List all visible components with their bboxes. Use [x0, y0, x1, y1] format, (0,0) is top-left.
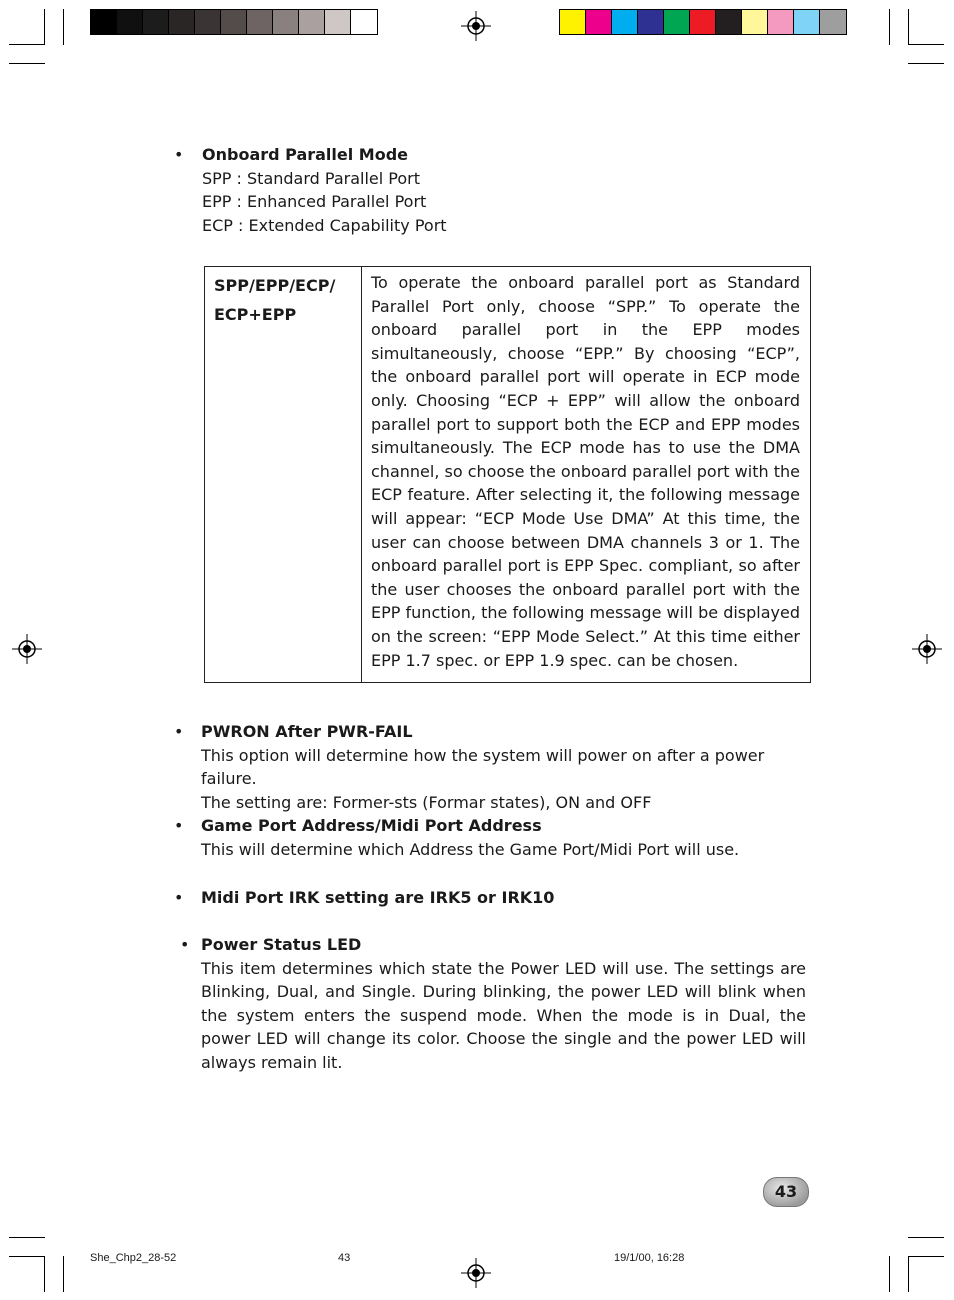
- color-swatch: [325, 10, 351, 34]
- parallel-mode-section: [202, 143, 802, 237]
- power-led-body: This item determines which state the Power LED will use. The settings are Blinking, Dual, and Single. During blinking, the power LED will blink when the system enters the suspend mode. When the mode is in Dual, the power LED will change its color. Choose the single and the power LED will always remain lit.: [201, 958, 806, 1072]
- registration-mark-icon: [461, 1258, 491, 1288]
- color-swatch: [221, 10, 247, 34]
- color-swatch: [612, 10, 638, 34]
- process-color-bar: [559, 9, 847, 35]
- option-cell: [205, 267, 362, 683]
- parallel-mode-heading: Onboard Parallel Mode: [202, 145, 409, 164]
- bullet-icon: •: [174, 145, 184, 164]
- option-name-line: ECP+EPP: [214, 305, 297, 324]
- pwron-line: This option will determine how the system will power on after a power failure.: [201, 745, 765, 788]
- midi-heading: Midi Port IRK setting are IRK5 or IRK10: [201, 888, 555, 907]
- color-swatch: [351, 10, 377, 34]
- parallel-mode-table: [204, 266, 811, 683]
- color-swatch: [638, 10, 664, 34]
- color-swatch: [586, 10, 612, 34]
- color-swatch: [690, 10, 716, 34]
- color-swatch: [299, 10, 325, 34]
- registration-mark-icon: [12, 634, 42, 664]
- color-swatch: [117, 10, 143, 34]
- bullet-icon: •: [180, 935, 190, 954]
- color-swatch: [195, 10, 221, 34]
- game-port-heading: Game Port Address/Midi Port Address: [201, 816, 542, 835]
- color-swatch: [560, 10, 586, 34]
- pwron-line: The setting are: Former-sts (Formar states), ON and OFF: [201, 792, 652, 812]
- color-swatch: [768, 10, 794, 34]
- color-swatch: [247, 10, 273, 34]
- footer-page: 43: [338, 1252, 351, 1264]
- parallel-mode-line: ECP : Extended Capability Port: [202, 215, 447, 235]
- color-swatch: [91, 10, 117, 34]
- color-swatch: [664, 10, 690, 34]
- power-led-section: [201, 933, 806, 1074]
- parallel-mode-line: EPP : Enhanced Parallel Port: [202, 192, 427, 211]
- color-swatch: [716, 10, 742, 34]
- color-swatch: [143, 10, 169, 34]
- game-port-section: [201, 814, 811, 861]
- color-swatch: [169, 10, 195, 34]
- table-row: [205, 267, 811, 683]
- parallel-mode-line: SPP : Standard Parallel Port: [202, 168, 420, 188]
- footer-filename: She_Chp2_28-52: [90, 1252, 177, 1264]
- registration-mark-icon: [912, 634, 942, 664]
- option-description: To operate the onboard parallel port as Standard Parallel Port only, choose “SPP.” To operate the onboard parallel port in the EPP modes simultaneously, choose “EPP.” By choosing “ECP”, the onboard parallel port will operate in ECP mode only. Choosing “ECP + EPP” will allow the onboard parallel port to support both the ECP and EPP modes simultaneously. The ECP mode has to use the DMA channel, so choose the onboard parallel port with the ECP feature. After selecting it, the following message will appear: “ECP Mode Use DMA” At this time, the user can choose between DMA channels 3 or 1. The onboard parallel port is EPP Spec. compliant, so after the user chooses the onboard parallel port with the EPP function, the following message will be displayed on the screen: “EPP Mode Select.” At this time either EPP 1.7 spec. or EPP 1.9 spec. can be chosen.: [362, 267, 811, 683]
- color-swatch: [742, 10, 768, 34]
- power-led-heading: Power Status LED: [201, 935, 362, 954]
- color-swatch: [273, 10, 299, 34]
- color-swatch: [820, 10, 846, 34]
- pwron-section: [201, 720, 811, 814]
- bullet-icon: •: [174, 888, 184, 907]
- pwron-heading: PWRON After PWR-FAIL: [201, 722, 413, 741]
- grayscale-color-bar: [90, 9, 378, 35]
- registration-mark-icon: [461, 11, 491, 41]
- footer-datetime: 19/1/00, 16:28: [614, 1252, 685, 1264]
- bullet-icon: •: [174, 816, 184, 835]
- page-number-badge: 43: [763, 1177, 809, 1207]
- color-swatch: [794, 10, 820, 34]
- option-name-line: SPP/EPP/ECP/: [214, 276, 336, 295]
- game-port-line: This will determine which Address the Game Port/Midi Port will use.: [201, 839, 740, 859]
- bullet-icon: •: [174, 722, 184, 741]
